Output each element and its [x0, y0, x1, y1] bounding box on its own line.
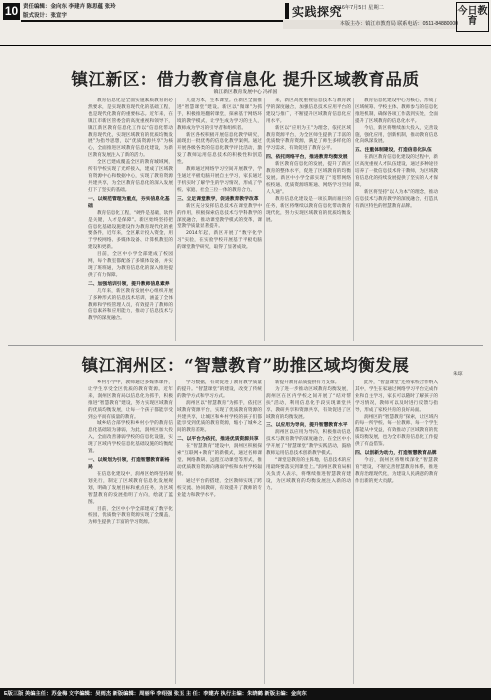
paragraph: 教育信息化建设中心为核心，形成了区域统筹、学校主体、教师参与的信息化推进机制，确保各项工作落到实处，全面提升了区域教育的信息化水平。	[355, 98, 438, 124]
subheading: 一、以规范管理为重点，夯实信息化基础	[88, 196, 170, 209]
column-divider	[175, 98, 176, 341]
paragraph: 目前，全区中小学全部建成了数字化校园，优质数字教育资源实现了全覆盖，为师生提供了丰富的学习资源。	[88, 506, 173, 526]
paragraph: 乡村小学中，教师通过多媒体课件，让学生享受全区优质的教育资源。近年来，润州区教育局以信息化为抓手，积极推进“智慧教育”建设，努力实现区域教育的优质均衡发展，让每一个孩子都能享受到公平而有质量的教育。	[88, 380, 173, 420]
paragraph: 在信息化建设中，润州区始终坚持规划先行，制定了区域教育信息化发展规划，明确了发展目标和重点任务，为区域智慧教育的发展指明了方向，绘就了蓝图。	[88, 471, 173, 505]
paragraph: 通过平台的搭建，全区教师实现了跨校交流、协同教研，有效提升了教师的专业能力和教学水平。	[177, 478, 262, 498]
paragraph: 教育信息化工程，“硬件是基础，软件是关键，人才是保障”。新区始终坚持把信息化基础设施建设作为教育现代化的重要条件，近年来，全区累计投入资金，用于学校网络、多媒体设备、计算机教室的建设和更新。	[88, 210, 173, 251]
article2-col1	[88, 380, 173, 684]
subheading: 二、以平台为依托，推进优质资源共享	[177, 437, 259, 443]
paragraph: 今后，新区将继续加大投入，完善设施，强化应用，创新机制，推动教育信息化向纵深发展。	[355, 125, 438, 145]
paragraph: 几年来，新区教育发展中心组织开展了多种形式的信息技术培训，涵盖了全体教师和学校管理人员，有效提升了教师的信息素养和应用能力，推动了信息技术与教学的深度融合。	[88, 288, 173, 322]
page-header	[0, 0, 491, 46]
subheading: 三、以应用为导向，提升智慧教育水平	[266, 423, 348, 429]
paragraph: 新提升教育品质提供有力支撑。	[275, 380, 340, 385]
subheading: 二、加强培训引领，提升教师信息素养	[88, 281, 170, 287]
paragraph: 润州区的“智慧教育”探索，让区域内的每一所学校、每一位教师、每一个学生都能从中受益，有效推动了区域教育的优质均衡发展，也为全市教育信息化工作提供了有益借鉴。	[355, 414, 438, 448]
paragraph: 为了进一步推动区域教育均衡发展，润州区在区内学校之间开展了“结对帮扶”活动，利用信息化手段实现课堂共享、教研共享和资源共享，有效促进了区域教育的均衡发展。	[266, 386, 351, 420]
article2-col4	[355, 380, 438, 684]
paragraph: 学习数据，有效促进了教育教学质量的提升。“智慧课堂”的建设，改变了传统的教学方式和学习方式。	[177, 380, 262, 399]
column-divider	[264, 98, 265, 341]
subheading: 三、立足课堂教学，促进教育教学改革	[177, 196, 259, 202]
paragraph: “课堂是教育的主阵地，信息技术的应用最终要落实到课堂上。”润州区教育局相关负责人表示，将继续推进智慧教育建设，为区域教育的均衡发展注入新的动力。	[266, 458, 351, 491]
page-number: 10	[4, 4, 19, 18]
column-divider	[353, 98, 354, 341]
editor-line: 责任编辑：金向东 李建卉 陈思蕴 张玲	[23, 4, 116, 10]
paragraph: 2014年起，新区开展了“数字化学习”实验，在实验学校开展基于平板电脑的课堂教学研究，取得了显著成效。	[177, 231, 262, 251]
paragraph: 在新区教育信息化建设的过程中，新区高度重视人才队伍建设，通过多种途径培养了一批信息技术骨干教师，为区域教育信息化的持续发展提供了坚实的人才保障。	[355, 155, 438, 188]
article2-col3	[266, 380, 351, 684]
article1-col4	[355, 98, 438, 341]
paragraph: 城乡结合部学校和乡村小学的教育信息化基础较为薄弱，为此，润州区加大投入，全面改善薄弱学校的信息化设施，实现了区域内学校信息化基础设施的均衡配置。	[88, 421, 173, 455]
paragraph: 来，新区高度重视信息技术与教育教学的深度融合，加强信息技术应用平台的建设与推广，不断提升区域教育信息化应用水平。	[266, 98, 351, 124]
paragraph: 润州区以应用为导向，积极推动信息技术与教育教学的深度融合，在全区中小学开展了“智慧课堂”教学实践活动，鼓励教师运用信息技术创新教学模式。	[266, 430, 351, 457]
subheading: 五、注重体制建设，打造信息化队伍	[355, 148, 432, 154]
article-separator	[8, 345, 483, 346]
paragraph: 新区将坚持“以人为本”的理念，推动信息技术与教育教学的深度融合，打造具有新区特色的智慧教育品牌。	[355, 189, 438, 209]
article1-headline: 镇江新区：借力教育信息化 提升区域教育品质	[71, 69, 420, 89]
article1-col2	[177, 98, 262, 341]
paragraph: 新区教育信息化的发展，提升了新区教育的整体水平，促进了区域教育的均衡发展。新区中小学全部实现了“宽带网络校校通、优质资源班班通、网络学习空间人人通”。	[266, 162, 351, 195]
column-divider	[353, 380, 354, 684]
paragraph: 教育信息化是全面实施素质教育的必然要求，是实现教育现代化的基础工程，也是现代化教育的重要标志。近年来，在镇江市新区管委会的高度重视和领导下，镇江新区教育信息化工作以“信息化带动教育现代化，实现区域教育的优质均衡发展”为指导思想，以“优质资源共享”为核心，全面推进区域教育信息化建设，为新区教育发展注入了新的活力。	[88, 98, 173, 159]
paragraph: 新区充分发挥信息技术在课堂教学中的作用，积极探索信息技术与学科教学的深度融合，推动课堂教学模式的变革，课堂教学质量显著提升。	[177, 203, 262, 230]
article1-byline: 镇江新区教育发展中心 冯祥国	[213, 90, 278, 95]
paragraph: 全区已建成覆盖全区的教育城域网，所有学校实现了光纤接入，建成了区域教育资源中心和数据中心，实现了教育资源共建共享，为全区教育信息化的深入发展打下了坚实的基础。	[88, 160, 173, 193]
column-divider	[175, 380, 176, 684]
paragraph: 润州区以“智慧教育”为抓手，依托区域教育资源平台，实现了优质教育资源的共建共享，让城区和乡村学校的孩子们都能享受到优质的教育资源，缩小了城乡之间的教育差距。	[177, 400, 262, 434]
section-bar	[285, 3, 289, 19]
article2-col2	[177, 380, 262, 684]
paragraph: 新区以“应用为王”为理念，依托区域教育资源平台，为全区师生提供了丰富的优质数字教育资源，满足了师生多样化的学习需求，有效促进了教育公平。	[266, 125, 351, 152]
article1-col3	[266, 98, 351, 341]
article2-headline: 镇江润州区：“智慧教育”助推区域均衡发展	[81, 355, 410, 375]
paragraph: 新区各校积极开展信息化教学研究，涌现出一批优秀的信息化教学案例。通过开展各级各类的信息化教学评比活动，激发了教师运用信息技术的积极性和创造性。	[177, 132, 262, 166]
paragraph: 今后，润州区将继续深化“智慧教育”建设，不断完善智慧教育体系，推进教育治理现代化，为建设人民满意的教育作出新的更大贡献。	[355, 458, 438, 484]
paragraph: 此外，“智慧课堂”还将家校合作纳入其中，学生在家通过网络学习平台完成作业和自主学习，家长可以随时了解孩子的学习情况，教师可以及时进行反馈与指导，形成了家校共育的良好局面。	[355, 380, 438, 413]
paragraph: 目前，全区中小学全部建成了校园网，每个教室都配备了多媒体设备，并实现了班班通，为教育信息化的深入推进提供了有力保障。	[88, 252, 173, 278]
paragraph: 教育信息化建设是一项长期而艰巨的任务，新区将继续以教育信息化带动教育现代化，努力实现区域教育的优质均衡发展。	[266, 196, 351, 223]
header-rule	[21, 20, 284, 22]
section-title: 实践探究	[292, 4, 343, 19]
newspaper-logo: 今日教育	[456, 2, 489, 32]
page-footer: E版三版 美编主任：苏金梅 文字编辑：吴雨杰 新版编辑：周丽华 李绍强 张玉 主 任：李建卉 执行主编：朱晓鹤 新版主编：金向东	[0, 688, 491, 700]
paragraph: 儿童为本，生本课堂。在新区全面推进“智慧课堂”建设。新区以“微课”为抓手，积极推进翻转课堂，探索基于网络环境的教学模式，让学生成为学习的主人，教师成为学习的引导者和组织者。	[177, 98, 262, 131]
article1-col1	[88, 98, 173, 341]
designer-line: 版式设计：张宣宇	[23, 13, 68, 19]
column-divider	[264, 380, 265, 684]
subheading: 四、依托网络平台，推进教育均衡发展	[266, 155, 348, 161]
issue-date: 2016年7月5日 星期二	[333, 5, 384, 11]
subheading: 四、以创新为动力，打造智慧教育品牌	[355, 451, 437, 457]
subheading: 一、以规划为引领，打造智慧教育新格局	[88, 457, 170, 470]
article2-byline: 朱琼	[453, 372, 463, 377]
paragraph: 在“智慧教育”建设中，润州区积极探索“互联网+教育”的新模式，通过名师课堂、网络教研、远程互动课堂等形式，推动优质教育资源向薄弱学校和农村学校辐射。	[177, 444, 262, 477]
sponsor-line: 本版主办：镇江市教育局 联系电话：0511-84880000	[283, 20, 458, 29]
paragraph: 教师通过网络学习空间开展教学，学生通过平板电脑开展自主学习，家长通过手机实时了解学生的学习情况，形成了学校、家庭、社会三位一体的教育合力。	[177, 167, 262, 193]
